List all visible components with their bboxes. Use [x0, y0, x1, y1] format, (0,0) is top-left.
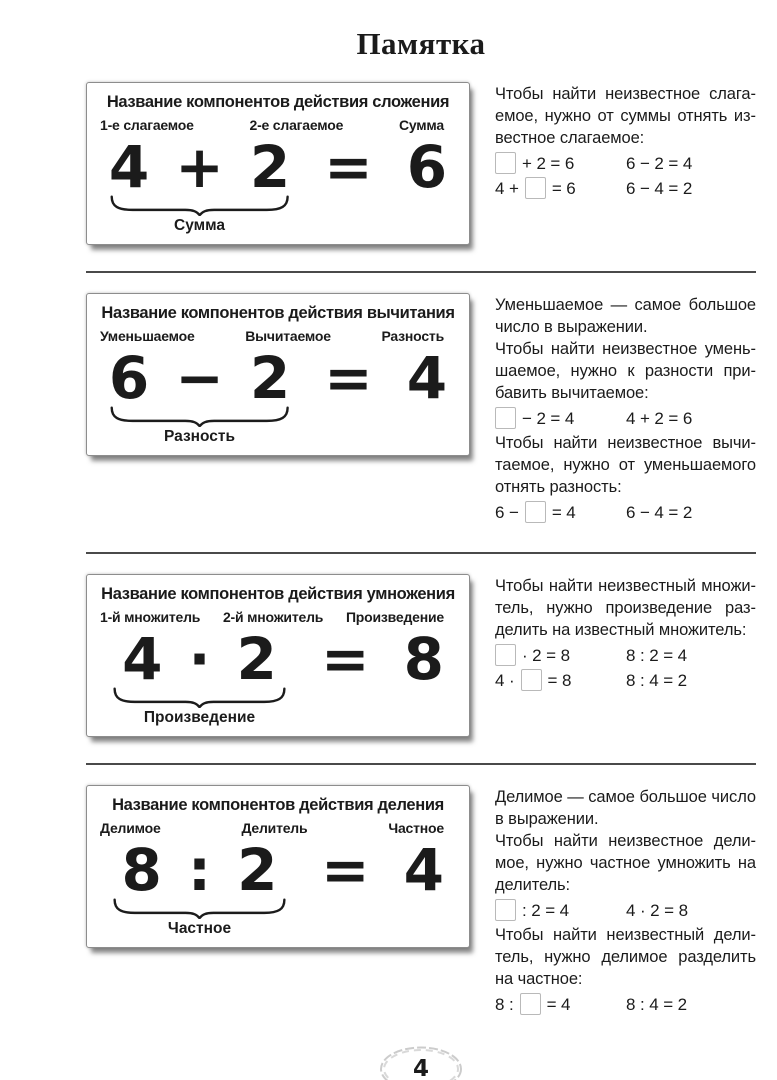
example-equation	[98, 627, 458, 727]
rule-paragraph: Уменьшаемое — самое большое число в выражении.	[495, 296, 756, 336]
equation-with-blank	[495, 899, 626, 921]
eq-pre: 8 :	[495, 994, 514, 1014]
card-title: Название компонентов действия сложения	[106, 93, 450, 111]
card-title: Название компонентов действия умножения	[101, 585, 455, 603]
label-component-1: 1-й множитель	[100, 609, 201, 625]
label-result: Произведение	[345, 609, 444, 625]
components-card-multiplication	[86, 574, 470, 737]
result-value: 8	[403, 625, 444, 693]
label-component-1: Делимое	[100, 820, 161, 836]
rule-text-addition	[495, 82, 756, 202]
operand-2: 2	[237, 836, 278, 904]
example-equation	[98, 135, 458, 235]
result-value: 6	[406, 133, 448, 201]
eq-solution: 4 + 2 = 6	[626, 408, 693, 428]
eq-solution: 8 : 4 = 2	[626, 670, 688, 690]
plus-operator: +	[175, 133, 224, 201]
brace-label: Сумма	[174, 217, 225, 234]
eq-post: · 2 = 8	[522, 645, 570, 665]
multiply-operator: ·	[188, 625, 211, 693]
operand-1: 8	[121, 836, 162, 904]
equation-group	[112, 838, 287, 938]
eq-post: + 2 = 6	[522, 153, 575, 173]
label-component-2: 2-й множитель	[222, 609, 324, 625]
rule-paragraph: Чтобы найти неизвестное делимое, нужно частное умножить на делитель:	[495, 832, 756, 894]
page-title: Памятка	[356, 26, 486, 61]
rule-paragraph: Чтобы найти неизвестный множитель, нужно произведение разделить на известный множитель:	[495, 577, 756, 639]
label-result: Частное	[388, 820, 444, 836]
blank-box	[495, 407, 516, 429]
rule-paragraph: Делимое — самое большое число в выражении.	[495, 788, 756, 828]
equation-row	[495, 501, 756, 523]
blank-box	[525, 501, 546, 523]
section-division	[86, 785, 756, 1018]
eq-post: − 2 = 4	[522, 408, 575, 428]
equals-sign: =	[321, 836, 370, 904]
label-component-2: 2-е слагаемое	[249, 117, 344, 133]
eq-pre: 6 −	[495, 502, 519, 522]
equation-with-blank	[495, 993, 626, 1015]
divide-operator: :	[187, 836, 212, 904]
operand-1: 4	[122, 625, 163, 693]
component-labels	[98, 609, 458, 625]
label-component-2: Делитель	[241, 820, 308, 836]
equation-row	[495, 993, 756, 1015]
label-result: Разность	[381, 328, 444, 344]
rule-text-subtraction	[495, 293, 756, 526]
eq-pre: 4 +	[495, 178, 519, 198]
operand-2: 2	[236, 625, 277, 693]
section-divider	[86, 552, 756, 554]
blank-box	[495, 152, 516, 174]
page-footer	[86, 1044, 756, 1080]
equation-row	[495, 177, 756, 199]
blank-box	[521, 669, 542, 691]
equation-with-blank	[495, 152, 626, 174]
equation-row	[495, 407, 756, 429]
component-labels	[98, 117, 458, 133]
section-addition	[86, 82, 756, 245]
components-card-addition	[86, 82, 470, 245]
brace-label: Частное	[167, 920, 232, 937]
label-component-1: Уменьшаемое	[100, 328, 195, 344]
eq-pre: 4 ·	[495, 670, 515, 690]
rule-text-division	[495, 785, 756, 1018]
eq-post: = 6	[551, 178, 576, 198]
section-multiplication	[86, 574, 756, 737]
page-number-ornament	[378, 1044, 464, 1080]
eq-post: = 8	[547, 670, 572, 690]
section-subtraction	[86, 293, 756, 526]
eq-post: = 4	[551, 502, 576, 522]
result-value: 4	[406, 344, 448, 412]
rule-paragraph: Чтобы найти неизвестное уменьшаемое, нужно к разности прибавить вычитаемое:	[495, 340, 756, 402]
equation-with-blank	[495, 669, 626, 691]
equals-sign: =	[324, 344, 373, 412]
card-title: Название компонентов действия вычитания	[101, 304, 455, 322]
equation-row	[495, 644, 756, 666]
eq-post: : 2 = 4	[522, 900, 570, 920]
label-component-1: 1-е слагаемое	[100, 117, 194, 133]
equation-with-blank	[495, 644, 626, 666]
equation-with-blank	[495, 501, 626, 523]
eq-solution: 4 · 2 = 8	[626, 900, 688, 920]
equation-row	[495, 152, 756, 174]
operand-1: 6	[108, 344, 150, 412]
brace-label: Произведение	[143, 709, 256, 726]
label-component-2: Вычитаемое	[245, 328, 331, 344]
rule-paragraph: Чтобы найти неизвестное слагаемое, нужно от суммы отнять известное слагаемое:	[495, 85, 756, 147]
equals-sign: =	[321, 625, 370, 693]
label-result: Сумма	[398, 117, 444, 133]
equals-sign: =	[324, 133, 373, 201]
component-labels	[98, 328, 458, 344]
operand-2: 2	[249, 133, 291, 201]
equation-row	[495, 669, 756, 691]
eq-post: = 4	[546, 994, 571, 1014]
section-divider	[86, 271, 756, 273]
eq-solution: 6 − 2 = 4	[626, 153, 693, 173]
example-equation	[98, 838, 458, 938]
example-equation	[98, 346, 458, 446]
operand-2: 2	[249, 344, 291, 412]
equation-with-blank	[495, 177, 626, 199]
equation-group	[112, 627, 287, 727]
section-divider	[86, 763, 756, 765]
rule-text-multiplication	[495, 574, 756, 694]
blank-box	[520, 993, 541, 1015]
equation-with-blank	[495, 407, 626, 429]
blank-box	[495, 644, 516, 666]
equation-group	[109, 135, 290, 235]
eq-solution: 8 : 4 = 2	[626, 994, 688, 1014]
eq-solution: 6 − 4 = 2	[626, 502, 693, 522]
page-number: 4	[412, 1056, 429, 1080]
components-card-subtraction	[86, 293, 470, 456]
eq-solution: 6 − 4 = 2	[626, 178, 693, 198]
card-title: Название компонентов действия деления	[112, 796, 444, 814]
blank-box	[525, 177, 546, 199]
components-card-division	[86, 785, 470, 948]
rule-paragraph: Чтобы найти неизвестный делитель, нужно делимое разделить на частное:	[495, 926, 756, 988]
equation-row	[495, 899, 756, 921]
rule-paragraph: Чтобы найти неизвестное вычитаемое, нужно от уменьшаемого отнять разность:	[495, 434, 756, 496]
eq-solution: 8 : 2 = 4	[626, 645, 688, 665]
component-labels	[98, 820, 458, 836]
operand-1: 4	[108, 133, 150, 201]
book-page	[86, 26, 756, 1080]
minus-operator: −	[175, 344, 224, 412]
blank-box	[495, 899, 516, 921]
equation-group	[109, 346, 290, 446]
brace-label: Разность	[164, 428, 236, 445]
result-value: 4	[403, 836, 444, 904]
